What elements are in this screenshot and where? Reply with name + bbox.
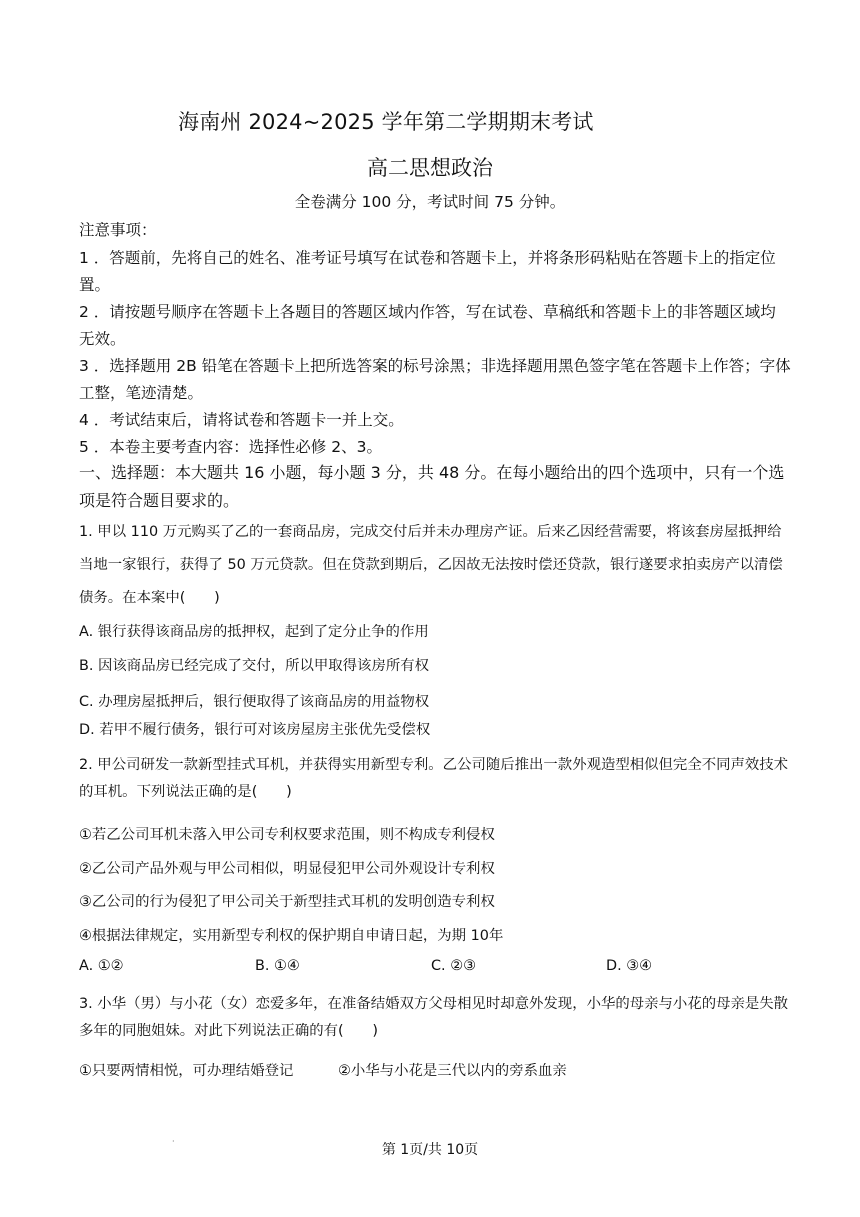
question-1-option-a: A. 银行获得该商品房的抵押权，起到了定分止争的作用 [79,624,429,640]
question-3-stem: 3. 小华（男）与小花（女）恋爱多年，在准备结婚双方父母相见时却意外发现，小华的母亲与小花的母亲是失散多年的同胞姐妹。对此下列说法正确的有( ) [79,996,789,1039]
question-2-choice-b: B. ①④ [255,958,300,974]
section-heading: 一、选择题：本大题共 16 小题，每小题 3 分，共 48 分。在每小题给出的四个选项中，只有一个选项是符合题目要求的。 [79,463,785,510]
question-1-option-b: B. 因该商品房已经完成了交付，所以甲取得该房所有权 [79,658,430,674]
question-2-choice-d: D. ③④ [606,958,653,974]
note-item: 2 ．请按题号顺序在答题卡上各题目的答题区域内作答，写在试卷、草稿纸和答题卡上的非答题区域均无效。 [79,303,776,348]
question-2-stem: 2. 甲公司研发一款新型挂式耳机，并获得实用新型专利。乙公司随后推出一款外观造型相似但完全不同声效技术的耳机。下列说法正确的是( ) [79,757,789,800]
question-2-item-2: ②乙公司产品外观与甲公司相似，明显侵犯甲公司外观设计专利权 [79,861,495,877]
exam-subject: 高二思想政治 [367,156,493,180]
notes-heading: 注意事项： [79,221,157,239]
note-item: 4 ．考试结束后，请将试卷和答题卡一并上交。 [79,411,404,429]
question-2-item-4: ④根据法律规定，实用新型专利权的保护期自申请日起，为期 10年 [79,928,504,944]
note-item: 1 ．答题前，先将自己的姓名、准考证号填写在试卷和答题卡上，并将条形码粘贴在答题卡上的指定位置。 [79,249,776,294]
exam-title: 海南州 2024~2025 学年第二学期期末考试 [178,110,594,134]
score-info: 全卷满分 100 分，考试时间 75 分钟。 [294,193,566,211]
notes-list [79,245,791,461]
footer-dot: · [172,1137,175,1146]
question-2-item-3: ③乙公司的行为侵犯了甲公司关于新型挂式耳机的发明创造专利权 [79,894,495,910]
page-number: 第 1页/共 10页 [381,1142,479,1158]
note-item: 5 ．本卷主要考查内容：选择性必修 2、3。 [79,438,382,456]
question-3-item-2: ②小华与小花是三代以内的旁系血亲 [338,1063,567,1079]
question-3-item-1: ①只要两情相悦，可办理结婚登记 [79,1063,294,1079]
question-1-stem: 1. 甲以 110 万元购买了乙的一套商品房，完成交付后并未办理房产证。后来乙因经营需要，将该套房屋抵押给当地一家银行，获得了 50 万元贷款。但在贷款到期后，乙因故无法按时偿还贷款，银行遂要求拍卖房产以清偿债务。在本案中( ) [79,524,783,606]
question-1-option-c: C. 办理房屋抵押后，银行便取得了该商品房的用益物权 [79,694,430,710]
question-1-option-d: D. 若甲不履行债务，银行可对该房屋房主张优先受偿权 [79,722,431,738]
note-item: 3 ．选择题用 2B 铅笔在答题卡上把所选答案的标号涂黑；非选择题用黑色签字笔在答题卡上作答；字体工整，笔迹清楚。 [79,357,791,402]
question-2-item-1: ①若乙公司耳机未落入甲公司专利权要求范围，则不构成专利侵权 [79,827,495,843]
question-2-choice-a: A. ①② [79,958,124,974]
question-2-choice-c: C. ②③ [431,958,476,974]
